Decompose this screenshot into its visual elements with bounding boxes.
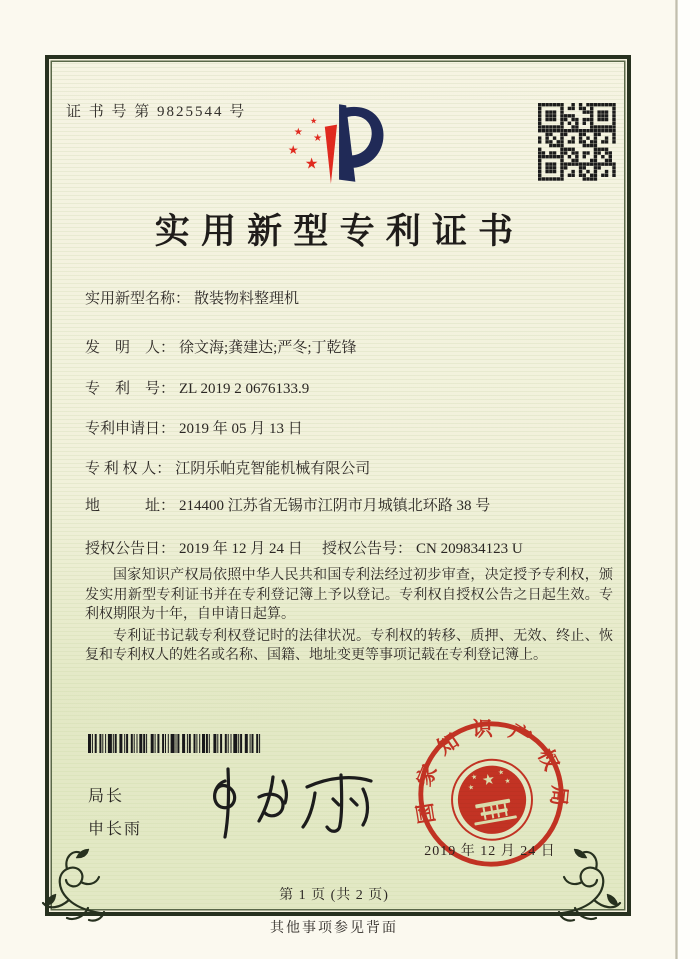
field-label: 专 利 权 人：: [85, 461, 172, 477]
field-label: 授权公告日：: [85, 541, 176, 557]
field-label: 专 利 号：: [85, 381, 176, 397]
field-grant-info: [85, 537, 613, 557]
certificate-fields: [85, 287, 613, 562]
svg-text:★: ★: [287, 143, 299, 158]
director-name: 申长雨: [88, 821, 143, 838]
svg-text:★: ★: [313, 132, 323, 144]
field-value: CN 209834123 U: [416, 541, 523, 557]
legal-text: [85, 566, 613, 668]
field-label: 发 明 人：: [85, 340, 176, 356]
svg-text:★: ★: [467, 783, 475, 793]
field-value: 江阴乐帕克智能机械有限公司: [175, 461, 371, 477]
director-title: 局长: [88, 788, 125, 805]
barcode: [88, 734, 262, 753]
field-value: 2019 年 12 月 24 日: [179, 541, 303, 557]
field-label: 地 址：: [85, 498, 176, 514]
field-inventors: [85, 336, 613, 356]
field-application-date: [85, 417, 613, 437]
svg-text:★: ★: [293, 126, 303, 138]
svg-text:★: ★: [503, 776, 512, 786]
corner-flourish-right-icon: [527, 842, 627, 922]
svg-text:★: ★: [497, 767, 505, 777]
svg-text:★: ★: [480, 770, 497, 790]
field-label: 专利申请日：: [85, 421, 176, 437]
field-value: 214400 江苏省无锡市江阴市月城镇北环路 38 号: [179, 498, 491, 514]
field-value: 散装物料整理机: [194, 291, 300, 307]
field-value: 徐文海;龚建达;严冬;丁乾锋: [179, 340, 357, 356]
grant-number-group: [322, 537, 523, 558]
field-patentee: [85, 457, 613, 477]
page-number: 第 1 页 (共 2 页): [279, 888, 389, 903]
field-value: ZL 2019 2 0676133.9: [179, 381, 310, 397]
svg-text:★: ★: [470, 772, 478, 782]
field-label: 实用新型名称：: [85, 291, 191, 307]
field-patent-number: [85, 377, 613, 397]
legal-paragraph-1: 国家知识产权局依照中华人民共和国专利法经过初步审查，决定授予专利权，颁发实用新型专利证书并在专利登记簿上予以登记。专利权自授权公告之日起生效。专利权期限为十年，自申请日起算。: [85, 568, 613, 622]
scan-page-edge: [675, 0, 678, 959]
svg-text:★: ★: [309, 115, 318, 126]
seal-text: 国家知识产权局: [413, 718, 569, 826]
field-address: [85, 494, 613, 514]
seal-date: 2019 年 12 月 24 日: [424, 844, 556, 859]
qr-code: [538, 103, 616, 181]
svg-text:★: ★: [304, 154, 319, 173]
corner-flourish-left-icon: [36, 842, 136, 922]
field-utility-model-name: [85, 287, 613, 307]
field-label: 授权公告号：: [322, 541, 413, 557]
back-side-note: 其他事项参见背面: [270, 921, 398, 936]
field-value: 2019 年 05 月 13 日: [179, 421, 303, 437]
certificate-title: 实用新型专利证书: [154, 212, 525, 251]
grant-date-group: [85, 541, 303, 557]
cnipa-patent-logo-icon: [280, 98, 392, 188]
certificate-number: 证 书 号 第 9825544 号: [66, 104, 247, 120]
scan-right-margin: [678, 0, 700, 959]
legal-paragraph-2: 专利证书记载专利权登记时的法律状况。专利权的转移、质押、无效、终止、恢复和专利权人的姓名或名称、国籍、地址变更等事项记载在专利登记簿上。: [85, 628, 613, 663]
director-signature: [195, 763, 380, 841]
